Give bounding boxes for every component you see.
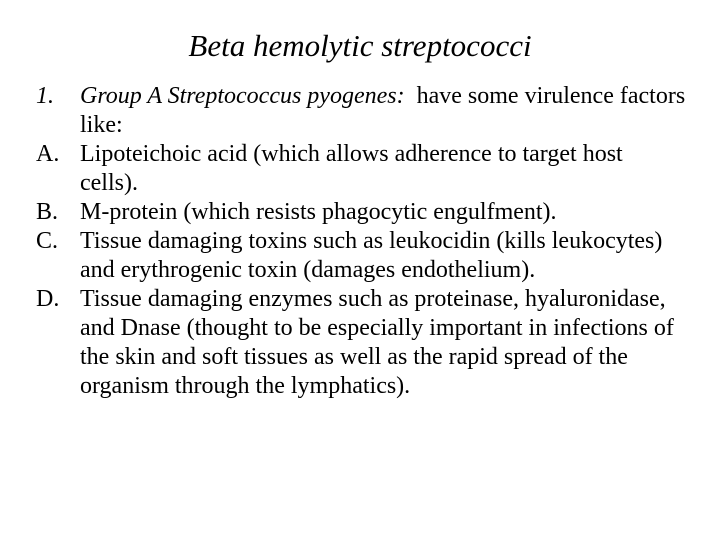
list-item-text bbox=[80, 82, 692, 140]
list-item-text: Tissue damaging toxins such as leukocidin (kills leukocytes) and erythrogenic toxin (damages endothelium). bbox=[80, 228, 663, 283]
list-item-body: have some virulence factors like: bbox=[80, 83, 692, 138]
list-item-text: M-protein (which resists phagocytic engulfment). bbox=[80, 199, 557, 225]
list-item-lead: Group A Streptococcus pyogenes: bbox=[80, 83, 405, 109]
bullet-list bbox=[36, 82, 692, 401]
list-marker: D. bbox=[36, 286, 60, 312]
list-marker: C. bbox=[36, 228, 59, 254]
list-item bbox=[36, 198, 686, 227]
list-item bbox=[36, 285, 686, 401]
list-item bbox=[36, 227, 686, 285]
slide-title: Beta hemolytic streptococci bbox=[188, 28, 532, 63]
list-marker: 1. bbox=[36, 83, 54, 109]
list-item-text: Tissue damaging enzymes such as proteinase, hyaluronidase, and Dnase (thought to be especially important in infections of the skin and soft tissues as well as the rapid spread of the organism through the lymphatics). bbox=[80, 286, 674, 399]
list-item-text: Lipoteichoic acid (which allows adherence to target host cells). bbox=[80, 141, 623, 196]
list-marker: A. bbox=[36, 141, 60, 167]
list-marker: B. bbox=[36, 199, 59, 225]
list-item bbox=[36, 140, 686, 198]
list-item bbox=[36, 82, 692, 140]
